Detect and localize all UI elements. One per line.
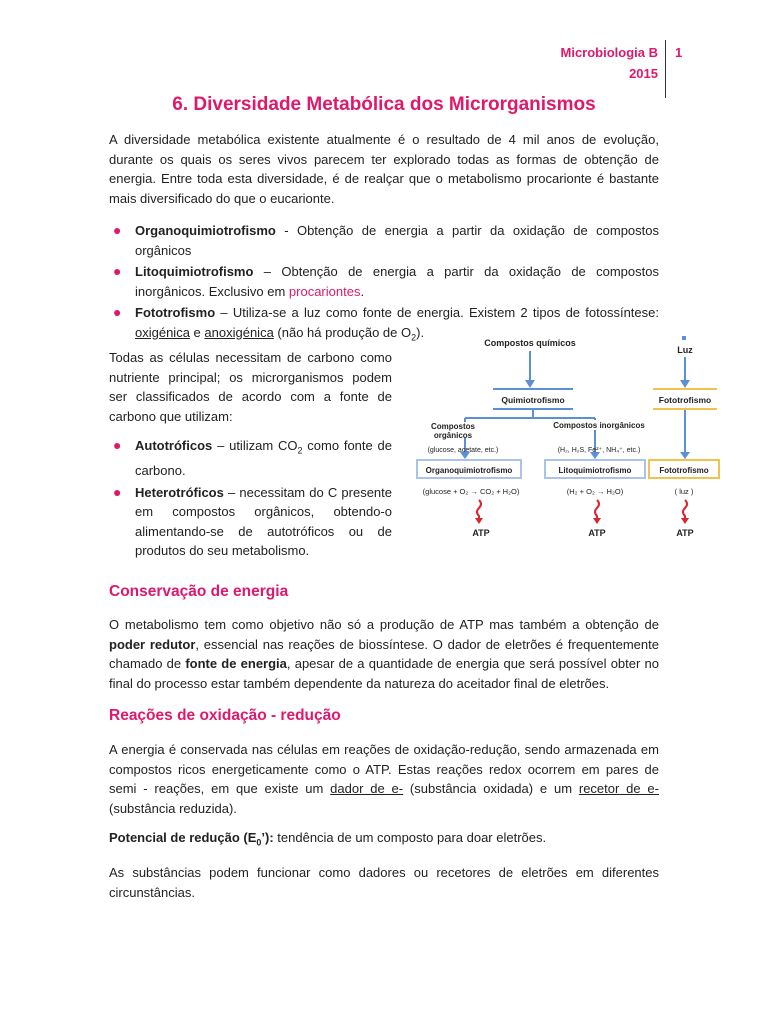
bullet-icon: ●	[113, 222, 122, 238]
highlight: procariontes	[288, 283, 361, 299]
description: Obtenção de energia a partir da oxidação de compostos orgânicos	[135, 223, 659, 258]
arrowhead-icon	[593, 518, 601, 524]
phototrophy-label: Fototrofismo	[658, 395, 712, 405]
metabolism-diagram	[415, 332, 725, 544]
term: Organoquimiotrofismo	[135, 223, 276, 238]
chemicals-label: Compostos químicos	[484, 338, 576, 348]
text-part: O metabolismo tem como objetivo não só a produção de ATP mas também a obtenção de	[109, 617, 659, 632]
term: Fototrofismo	[135, 305, 216, 320]
description: Utiliza-se a luz como fonte de energia. Existem 2 tipos de fotossíntese:	[232, 305, 659, 320]
redox-potential	[109, 828, 659, 853]
organic-label: Compostos	[431, 422, 475, 431]
energy-text	[109, 615, 659, 693]
redox-paragraph	[109, 740, 659, 902]
bold-term: ’):	[261, 830, 274, 845]
inorganic-label: Compostos inorgânicos	[553, 421, 645, 430]
list-item	[109, 262, 659, 301]
lithotrophy-label: Litoquimiotrofismo	[558, 466, 632, 475]
text-part: (substância reduzida).	[109, 800, 237, 816]
list-item	[109, 436, 392, 481]
note-end: ).	[416, 324, 425, 340]
energy-paragraph	[109, 615, 659, 693]
list-item	[109, 221, 659, 260]
carbon-types-list	[109, 436, 392, 561]
light-label: Luz	[677, 345, 693, 355]
text-part: (substância oxidada) e um	[403, 781, 579, 796]
section-heading-energy: Conservação de energia	[109, 583, 289, 600]
arrowhead-icon	[680, 380, 690, 388]
arrowhead-icon	[680, 452, 690, 459]
light-marker	[682, 336, 686, 340]
litho-equation: (H₂ + O₂ → H₂O)	[566, 487, 624, 496]
conjunction: e	[189, 324, 205, 340]
punctuation: .	[360, 283, 365, 299]
squiggle-arrow-icon	[683, 500, 687, 520]
organo-equation: (glucose + O₂ → CO₂ + H₂O)	[422, 487, 520, 496]
separator: -	[275, 223, 297, 238]
separator: –	[215, 305, 233, 320]
oxygenic: oxigénica	[135, 324, 190, 340]
redox-text	[109, 740, 659, 818]
page-number: 1	[675, 45, 683, 60]
bullet-icon: ●	[113, 437, 122, 453]
page-title: 6. Diversidade Metabólica dos Microrganismos	[172, 94, 596, 115]
arrowhead-icon	[475, 518, 483, 524]
bullet-icon: ●	[113, 483, 122, 500]
bold-term: fonte de energia	[185, 656, 287, 671]
course-year: 2015	[629, 66, 658, 81]
text-part: , apesar de a quantidade de energia que será possível obter no final do processo estar também dependente da natureza do aceitador final de eletrões.	[109, 656, 659, 691]
bold-term: Potencial de redução (E	[109, 830, 257, 845]
text-part: tendência de um composto para doar eletrões.	[273, 830, 547, 845]
underlined-term: recetor de e-	[578, 781, 659, 796]
description-end: como fonte de carbono.	[135, 438, 392, 479]
anoxygenic: anoxigénica	[204, 324, 274, 340]
inorganic-examples: (H₂, H₂S, Fe²⁺, NH₄⁺, etc.)	[557, 447, 641, 454]
header-divider	[665, 40, 666, 98]
phototrophy-box-label: Fototrofismo	[659, 466, 709, 475]
term: Litoquimiotrofismo	[135, 264, 254, 279]
intro-paragraph	[109, 130, 659, 208]
subscript: 2	[411, 332, 417, 343]
squiggle-arrow-icon	[595, 500, 599, 520]
course-name: Microbiologia B	[560, 45, 658, 60]
bullet-icon: ●	[113, 304, 122, 320]
subscript: 0	[256, 837, 262, 848]
arrowhead-icon	[525, 380, 535, 388]
text-part: A energia é conservada nas células em reações de oxidação-redução, sendo armazenada em compostos ricos energeticamente como o ATP. Estas reações redox ocorrem em pares de semi - reações, em que existe um	[109, 742, 659, 796]
energy-types-list	[109, 221, 659, 348]
chemotrophy-label: Quimiotrofismo	[501, 395, 565, 405]
section-heading-redox: Reações de oxidação - redução	[109, 707, 341, 724]
organotrophy-label: Organoquimiotrofismo	[425, 466, 513, 475]
atp-label: ATP	[472, 528, 490, 538]
organic-examples: (glucose, acetate, etc.)	[427, 447, 499, 454]
diagram-svg	[415, 332, 725, 544]
term: Heterotróficos	[135, 484, 224, 500]
underlined-term: dador de e-	[330, 781, 404, 796]
carbon-intro: Todas as células necessitam de carbono como nutriente principal; os microrganismos podem ser classificados de acordo com a fonte de carbono que utilizam:	[109, 350, 392, 424]
list-item	[109, 483, 392, 561]
redox-closing: As substâncias podem funcionar como dadores ou recetores de eletrões em diferentes circunstâncias.	[109, 865, 659, 900]
intro-text: A diversidade metabólica existente atualmente é o resultado de 4 mil anos de evolução, durante os quais os seres vivos parecem ter explorado todas as formas de obtenção de energia. Entre toda esta diversidade, é de realçar que o metabolismo procarionte é bastante mais diversificado do que o eucarionte.	[109, 132, 659, 206]
description: – utilizam CO	[212, 438, 298, 453]
bullet-icon: ●	[113, 263, 122, 279]
note: (não há produção de O	[273, 324, 412, 340]
term: Autotróficos	[135, 438, 213, 453]
description: – necessitam do C presente em compostos orgânicos, obtendo-o alimentando-se de autotróficos ou de produtos do seu metabolismo.	[135, 484, 392, 559]
atp-label: ATP	[676, 528, 694, 538]
arrowhead-icon	[681, 518, 689, 524]
header-course	[561, 42, 659, 84]
text-part: , essencial nas reações de biossíntese. O dador de eletrões é frequentemente chamado de	[109, 636, 659, 671]
organic-label-2: orgânicos	[433, 431, 473, 440]
atp-label: ATP	[588, 528, 606, 538]
subscript: 2	[297, 445, 303, 456]
carbon-paragraph	[109, 348, 392, 426]
photo-equation: ( luz )	[674, 487, 694, 496]
description: Obtenção de energia a partir da oxidação de compostos inorgânicos. Exclusivo em	[135, 264, 659, 299]
squiggle-arrow-icon	[477, 500, 481, 520]
separator: –	[253, 264, 282, 279]
bold-term: poder redutor	[109, 636, 196, 652]
